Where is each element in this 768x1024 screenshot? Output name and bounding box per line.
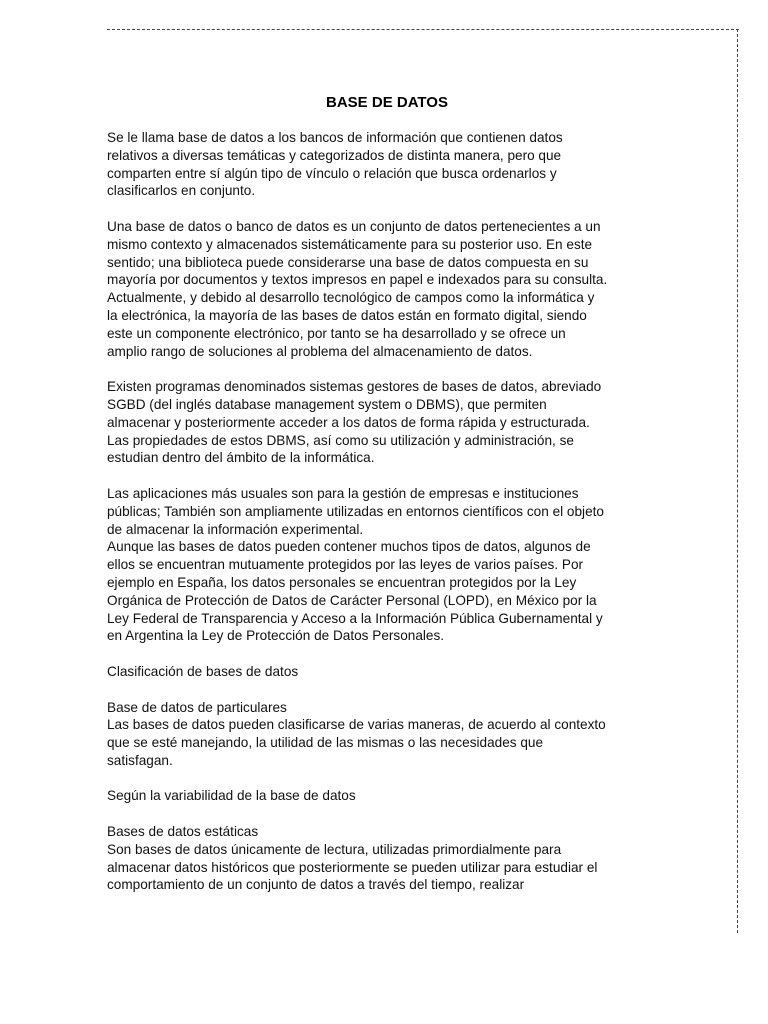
- heading-variability: [107, 787, 667, 805]
- text-line: Existen programas denominados sistemas gestores de bases de datos, abreviado: [107, 379, 602, 395]
- paragraph-bank-of-data: [107, 218, 667, 360]
- text-line: Según la variabilidad de la base de datos: [107, 788, 356, 804]
- paragraph-definition: [107, 129, 667, 200]
- text-line: estudian dentro del ámbito de la informática.: [107, 450, 375, 466]
- text-line: Orgánica de Protección de Datos de Carácter Personal (LOPD), en México por la: [107, 592, 597, 608]
- text-line: comportamiento de un conjunto de datos a través del tiempo, realizar: [107, 877, 525, 893]
- text-line: Actualmente, y debido al desarrollo tecnológico de campos como la informática y: [107, 290, 595, 306]
- text-line: sentido; una biblioteca puede considerarse una base de datos compuesta en su: [107, 254, 589, 270]
- text-line: en Argentina la Ley de Protección de Datos Personales.: [107, 628, 445, 644]
- text-line: SGBD (del inglés database management system o DBMS), que permiten: [107, 396, 547, 412]
- document-body: [107, 94, 667, 912]
- text-line: Las bases de datos pueden clasificarse de varias maneras, de acuerdo al contexto: [107, 717, 606, 733]
- text-line: Una base de datos o banco de datos es un conjunto de datos pertenecientes a un: [107, 218, 601, 234]
- document-title: BASE DE DATOS: [326, 94, 448, 111]
- text-line: Las aplicaciones más usuales son para la gestión de empresas e instituciones: [107, 485, 579, 501]
- text-line: relativos a diversas temáticas y categorizados de distinta manera, pero que: [107, 147, 562, 163]
- text-line: Aunque las bases de datos pueden contener muchos tipos de datos, algunos de: [107, 539, 591, 555]
- page-border-top: [107, 29, 739, 30]
- heading-classification: [107, 663, 667, 681]
- text-line: satisfagan.: [107, 752, 173, 768]
- text-line: mismo contexto y almacenados sistemáticamente para su posterior uso. En este: [107, 236, 593, 252]
- text-line: Las propiedades de estos DBMS, así como su utilización y administración, se: [107, 432, 574, 448]
- text-line: Ley Federal de Transparencia y Acceso a la Información Pública Gubernamental y: [107, 610, 603, 626]
- text-line: ejemplo en España, los datos personales se encuentran protegidos por la Ley: [107, 574, 577, 590]
- paragraph-dbms: [107, 378, 667, 467]
- text-line: Clasificación de bases de datos: [107, 663, 299, 679]
- paragraph-particulares: [107, 699, 667, 770]
- text-line: la electrónica, la mayoría de las bases de datos están en formato digital, siendo: [107, 307, 587, 323]
- text-line: este un componente electrónico, por tanto se ha desarrollado y se ofrece un: [107, 325, 566, 341]
- text-line: amplio rango de soluciones al problema del almacenamiento de datos.: [107, 343, 533, 359]
- text-line: almacenar y posteriormente acceder a los datos de forma rápida y estructurada.: [107, 414, 590, 430]
- text-line: clasificarlos en conjunto.: [107, 183, 256, 199]
- text-line: almacenar datos históricos que posteriormente se pueden utilizar para estudiar el: [107, 859, 598, 875]
- text-line: de almacenar la información experimental.: [107, 521, 364, 537]
- text-line: Son bases de datos únicamente de lectura, utilizadas primordialmente para: [107, 841, 562, 857]
- page-border-right: [737, 29, 738, 933]
- text-line: ellos se encuentran mutuamente protegidos por las leyes de varios países. Por: [107, 557, 584, 573]
- text-line: mayoría por documentos y textos impresos en papel e indexados para su consulta.: [107, 272, 608, 288]
- text-line: Bases de datos estáticas: [107, 824, 259, 840]
- text-line: públicas; También son ampliamente utilizadas en entornos científicos con el objeto: [107, 503, 604, 519]
- paragraph-static-databases: [107, 823, 667, 894]
- text-line: Base de datos de particulares: [107, 699, 287, 715]
- text-line: comparten entre sí algún tipo de vínculo o relación que busca ordenarlos y: [107, 165, 557, 181]
- text-line: que se esté manejando, la utilidad de las mismas o las necesidades que: [107, 735, 544, 751]
- paragraph-applications: [107, 485, 667, 645]
- text-line: Se le llama base de datos a los bancos de información que contienen datos: [107, 130, 563, 145]
